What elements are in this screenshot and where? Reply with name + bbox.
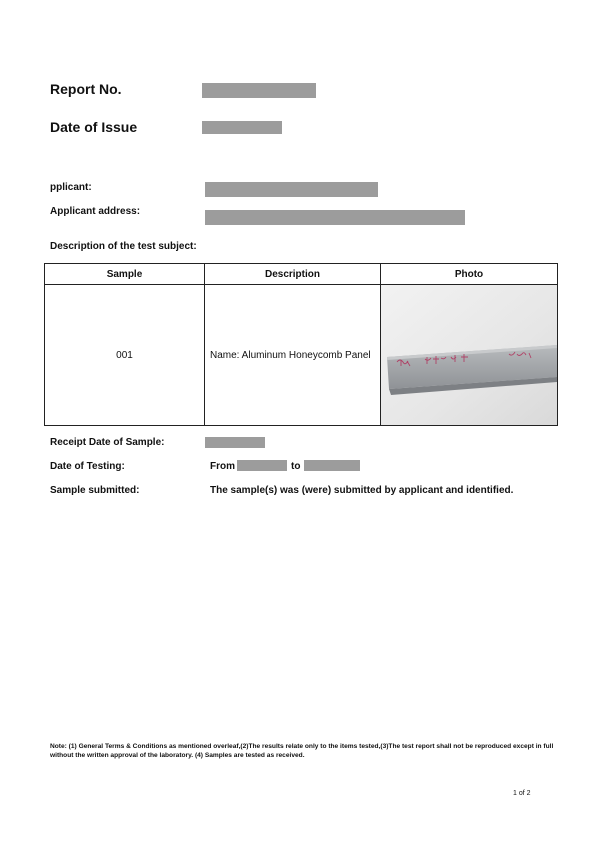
date-of-issue-redacted — [202, 121, 282, 134]
testing-to-redacted — [304, 460, 360, 471]
testing-from-redacted — [237, 460, 287, 471]
page-number: 1 of 2 — [513, 790, 531, 797]
table-row — [45, 285, 558, 426]
report-no-label: Report No. — [50, 81, 122, 97]
sample-id-cell: 001 — [45, 285, 205, 426]
applicant-redacted — [205, 182, 378, 197]
applicant-address-label: Applicant address: — [50, 206, 141, 217]
sample-submitted-label: Sample submitted: — [50, 485, 140, 496]
report-no-redacted — [202, 83, 316, 98]
from-text: From — [210, 461, 235, 472]
receipt-date-label: Receipt Date of Sample: — [50, 437, 165, 448]
date-of-issue-label: Date of Issue — [50, 119, 138, 135]
receipt-date-redacted — [205, 437, 265, 448]
test-subject-heading: Description of the test subject: — [50, 241, 197, 252]
header-description: Description — [205, 264, 381, 285]
sample-photo — [381, 285, 557, 425]
sample-submitted-value: The sample(s) was (were) submitted by applicant and identified. — [210, 485, 514, 496]
table-header-row — [45, 264, 558, 285]
header-sample: Sample — [45, 264, 205, 285]
footer-note: Note: (1) General Terms & Conditions as mentioned overleaf,(2)The results relate only to the items tested,(3)The test report shall not be reproduced except in full without the written approval of the laboratory. (4) Samples are tested as received. — [50, 743, 554, 759]
header-photo: Photo — [381, 264, 558, 285]
applicant-address-redacted — [205, 210, 465, 225]
sample-photo-cell — [381, 285, 558, 426]
samples-table — [44, 263, 558, 426]
date-of-testing-label: Date of Testing: — [50, 461, 125, 472]
applicant-label: pplicant: — [50, 182, 92, 193]
to-text: to — [291, 461, 301, 472]
sample-description-cell: Name: Aluminum Honeycomb Panel — [205, 285, 381, 426]
